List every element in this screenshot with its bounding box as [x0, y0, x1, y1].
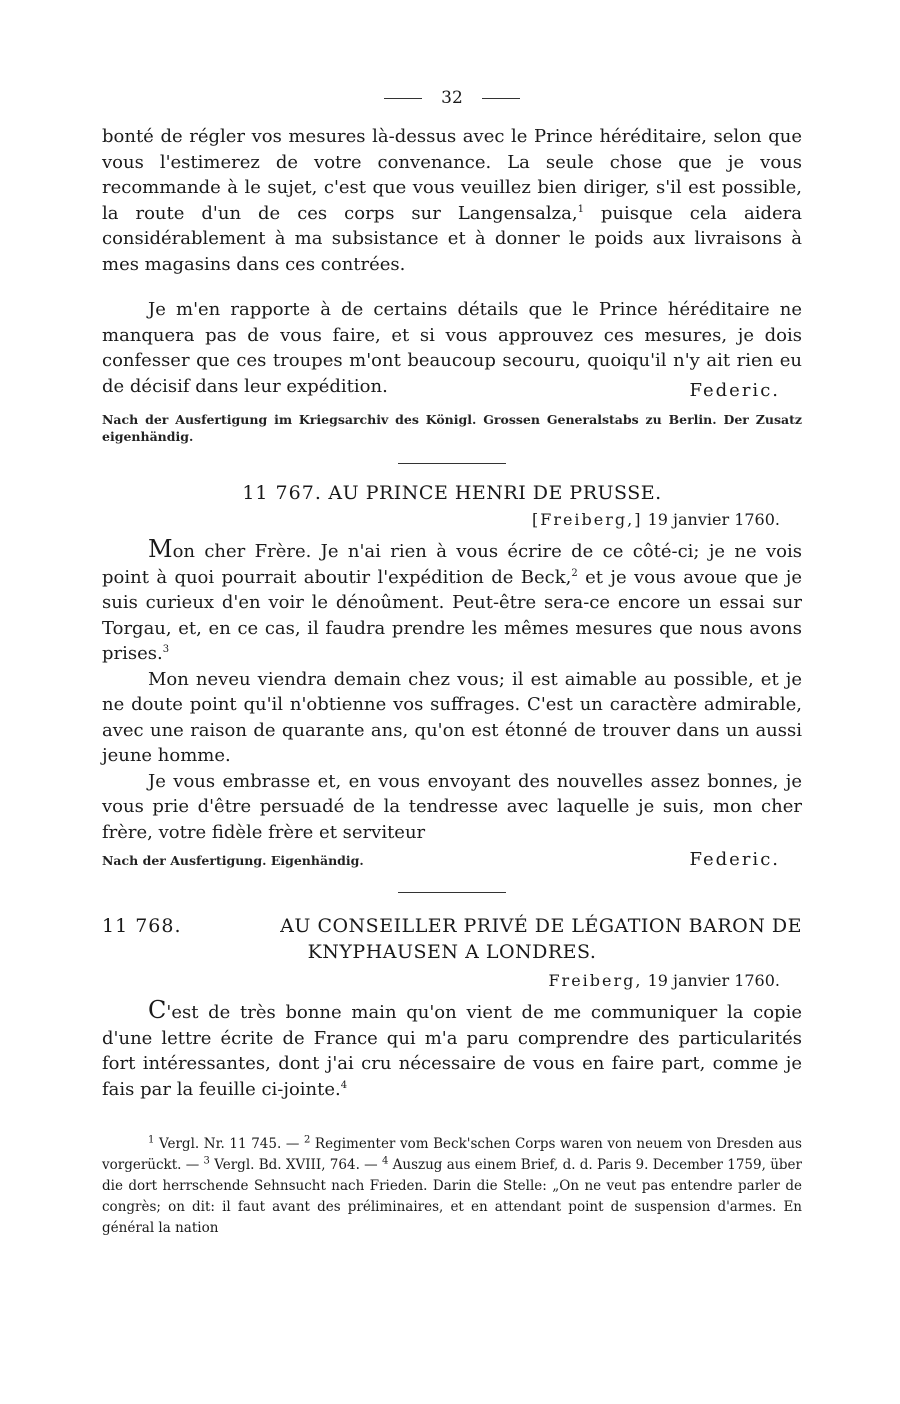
paragraph-text: Je m'en rapporte à de certains détails que le Prince héréditaire ne manquera pas de vous faire, et si vous approuvez ces mesures, je dois confesser que ces troupes m'ont beaucoup secouru, quoiqu'il n'y ait rien eu de décisif dans leur expédition. — [102, 299, 802, 397]
footnote-ref: 3 — [162, 644, 170, 655]
section-divider — [398, 892, 506, 893]
letter-paragraph-2: Mon neveu viendra demain chez vous; il est aimable au possible, et je ne doute point qu'il n'obtienne vos suffrages. C'est un caractère admirable, avec une raison de quarante ans, qu'on est étonné de trouver dans un aussi jeune homme. — [102, 668, 802, 766]
paragraph-text: bonté de régler vos mesures là-dessus avec le Prince héréditaire, selon que vous l'estimerez de votre convenance. La seule chose que je vous recommande à le sujet, c'est que vous veuillez bien diriger, s'il est possible, la route d'un de ces corps sur Langensalza, — [102, 126, 802, 224]
signature: Federic. — [689, 849, 780, 870]
letter-paragraph-1 — [102, 998, 802, 1102]
document-page — [102, 88, 802, 1239]
source-note: Nach der Ausfertigung im Kriegsarchiv des Königl. Grossen Generalstabs zu Berlin. Der Zusatz eigenhändig. — [102, 412, 802, 444]
footnotes — [102, 1134, 802, 1239]
continuation-paragraph-2 — [102, 297, 802, 399]
footnote-marker: 4 — [381, 1155, 389, 1167]
paragraph-text: et je vous avoue que je suis curieux d'en voir le dénoûment. Peut-être sera-ce encore un essai sur Torgau, et, en ce cas, il faudra prendre les mêmes mesures que nous avons prises. — [102, 566, 802, 664]
letter-number: 11 767. — [242, 482, 322, 504]
place-date — [102, 510, 780, 529]
header-dash-left — [384, 98, 422, 99]
footnote-ref: 4 — [340, 1079, 348, 1091]
footnote-marker: 3 — [203, 1155, 210, 1167]
letter-title-line-2: KNYPHAUSEN A LONDRES. — [307, 941, 597, 963]
page-header — [102, 88, 802, 108]
letter-paragraph-1 — [102, 537, 802, 667]
footnote-marker: 1 — [148, 1134, 155, 1146]
header-dash-right — [482, 98, 520, 99]
letter-title: AU CONSEILLER PRIVÉ DE LÉGATION BARON DE — [280, 915, 802, 937]
footnote-marker: 2 — [303, 1134, 311, 1146]
footnote-3: Vergl. Bd. XVIII, 764. — — [214, 1157, 378, 1173]
page-number: 32 — [441, 88, 463, 108]
place-date — [102, 971, 780, 990]
footnote-1: Vergl. Nr. 11 745. — — [158, 1136, 300, 1152]
continuation-paragraph-1 — [102, 124, 802, 277]
letter-title: AU PRINCE HENRI DE PRUSSE. — [328, 482, 662, 504]
paragraph-text: 'est de très bonne main qu'on vient de me communiquer la copie d'une lettre écrite de France qui m'a paru comprendre des particularités fort intéressantes, dont j'ai cru nécessaire de vous en faire part, comme je fais par la feuille ci-jointe. — [102, 1002, 802, 1100]
source-signature-row — [102, 849, 802, 870]
letter-place: Freiberg, — [548, 971, 643, 990]
section-divider — [398, 463, 506, 464]
footnote-4: Auszug aus einem Brief, d. d. Paris 9. December 1759, über die dort herrschende Sehnsucht nach Frieden. Darin die Stelle: „On ne veut pas entendre parler de congrès; on dit: il faut avant des préliminaires, et en attendant point de suspension d'armes. En général la nation — [102, 1157, 802, 1236]
paragraph-text: puisque cela aidera considérablement à ma subsistance et à donner le poids aux livraisons à mes magasins dans ces contrées. — [102, 202, 803, 275]
footnote-text — [102, 1134, 802, 1239]
letter-title-line-1 — [102, 913, 802, 939]
letter-heading — [102, 482, 802, 504]
footnote-2: Regimenter vom Beck'schen Corps waren von neuem von Dresden aus vorgerückt. — — [102, 1136, 802, 1173]
paragraph-text: on cher Frère. Je n'ai rien à vous écrire de ce côté-ci; je ne vois point à quoi pourrait aboutir l'expédition de Beck, — [102, 541, 802, 588]
letter-heading — [102, 913, 802, 965]
drop-initial: M — [148, 535, 173, 563]
drop-initial: C — [148, 996, 167, 1024]
letter-date: 19 janvier 1760. — [647, 510, 780, 529]
letter-paragraph-3: Je vous embrasse et, en vous envoyant des nouvelles assez bonnes, je vous prie d'être persuadé de la tendresse avec laquelle je suis, mon cher frère, votre fidèle frère et serviteur — [102, 770, 802, 843]
source-note: Nach der Ausfertigung. Eigenhändig. — [102, 853, 364, 868]
footnote-ref: 1 — [577, 203, 584, 215]
footnote-ref: 2 — [571, 567, 578, 579]
letter-number: 11 768. — [102, 915, 182, 937]
signature: Federic. — [689, 379, 780, 401]
letter-date: 19 janvier 1760. — [647, 971, 780, 990]
letter-place: [Freiberg,] — [531, 510, 643, 529]
